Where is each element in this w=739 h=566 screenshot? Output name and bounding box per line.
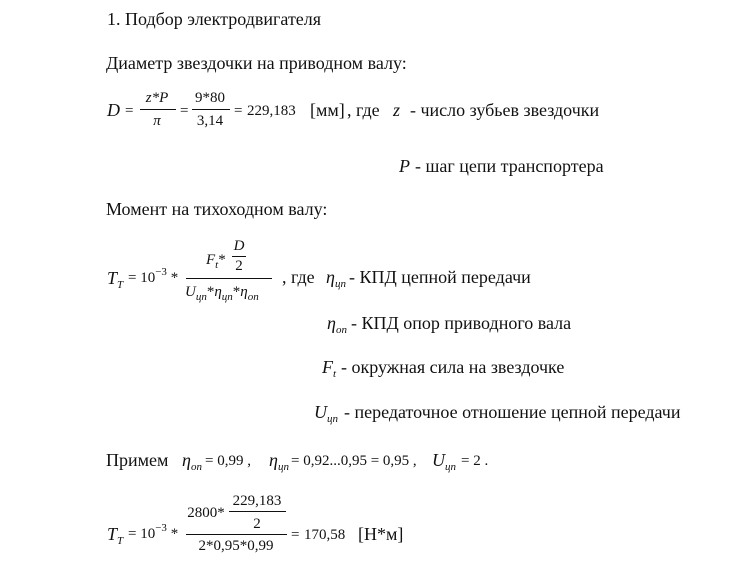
- formula-D-symbol: D: [107, 100, 120, 120]
- section-diameter-title: Диаметр звездочки на приводном валу:: [106, 53, 407, 73]
- final-result: 170,58: [304, 527, 346, 543]
- final-eq: =: [291, 527, 300, 543]
- formula-eq-1: =: [125, 103, 134, 119]
- desc-eta-op: - КПД опор приводного вала: [351, 313, 572, 333]
- inner-fraction-bar: [232, 256, 246, 257]
- accept-label: Примем: [106, 450, 169, 470]
- final-inner-bar: [229, 511, 286, 512]
- torque-T: $T_T$: [107, 268, 124, 291]
- accept-eta-cp-value: = 0,92...0,95 = 0,95 ,: [291, 453, 417, 469]
- accept-eta-cp: $\eta_{цп}$: [269, 450, 289, 473]
- fraction-2-numerator: 9*80: [195, 90, 225, 106]
- section-torque-title: Момент на тихоходном валу:: [106, 199, 328, 219]
- fraction-1-bar: [140, 109, 176, 110]
- desc-eta-cp: - КПД цепной передачи: [349, 267, 531, 287]
- var-P: P: [399, 156, 410, 176]
- inner-fraction-numerator: D: [233, 238, 245, 254]
- desc-z: - число зубьев звездочки: [410, 100, 600, 120]
- desc-P: - шаг цепи транспортера: [415, 156, 604, 176]
- final-inner-numerator: 229,183: [232, 493, 282, 509]
- desc-Ft: - окружная сила на звездочке: [341, 357, 565, 377]
- accept-eta-op-value: = 0,99 ,: [205, 453, 251, 469]
- final-T: $T_T$: [107, 524, 124, 547]
- final-num-a: 2800*: [187, 505, 225, 521]
- final-main-bar: [186, 534, 287, 535]
- diameter-where: , где: [347, 100, 380, 120]
- accept-eta-op: $\eta_{оп}$: [182, 450, 202, 473]
- var-z: z: [393, 100, 401, 120]
- fraction-1-numerator: z*P: [145, 90, 169, 106]
- formula-eq-2: =: [180, 103, 189, 119]
- final-coef: = $10^{-3}$ *: [128, 522, 179, 542]
- final-inner-denominator: 2: [253, 516, 261, 532]
- torque-main-bar: [186, 278, 272, 279]
- torque-where: , где: [282, 267, 315, 287]
- fraction-2-denominator: 3,14: [196, 113, 224, 129]
- accept-U-value: = 2 .: [461, 453, 489, 469]
- final-unit: [Н*м]: [358, 524, 404, 544]
- torque-coef: = $10^{-3}$ *: [128, 266, 179, 286]
- torque-numerator-F: $F_t*$: [206, 252, 226, 271]
- inner-fraction-denominator: 2: [235, 258, 243, 274]
- Ft-symbol: $F_t$: [322, 357, 337, 380]
- diameter-result: 229,183: [247, 103, 296, 119]
- heading: 1. Подбор электродвигателя: [107, 9, 322, 29]
- eta-cp-symbol: $\eta_{цп}$: [326, 267, 346, 290]
- eta-op-symbol: $\eta_{оп}$: [327, 313, 347, 336]
- torque-denominator: $U_{цп}*\eta_{цп}*\eta_{оп}$: [185, 284, 259, 303]
- desc-U: - передаточное отношение цепной передачи: [344, 402, 681, 422]
- diameter-unit: [мм]: [310, 100, 345, 120]
- U-symbol: $U_{цп}$: [314, 402, 338, 425]
- fraction-2-bar: [192, 109, 230, 110]
- fraction-1-denominator: π: [153, 113, 161, 129]
- formula-eq-3: =: [234, 103, 243, 119]
- accept-U: $U_{цп}$: [432, 450, 456, 473]
- final-denominator: 2*0,95*0,99: [198, 538, 274, 554]
